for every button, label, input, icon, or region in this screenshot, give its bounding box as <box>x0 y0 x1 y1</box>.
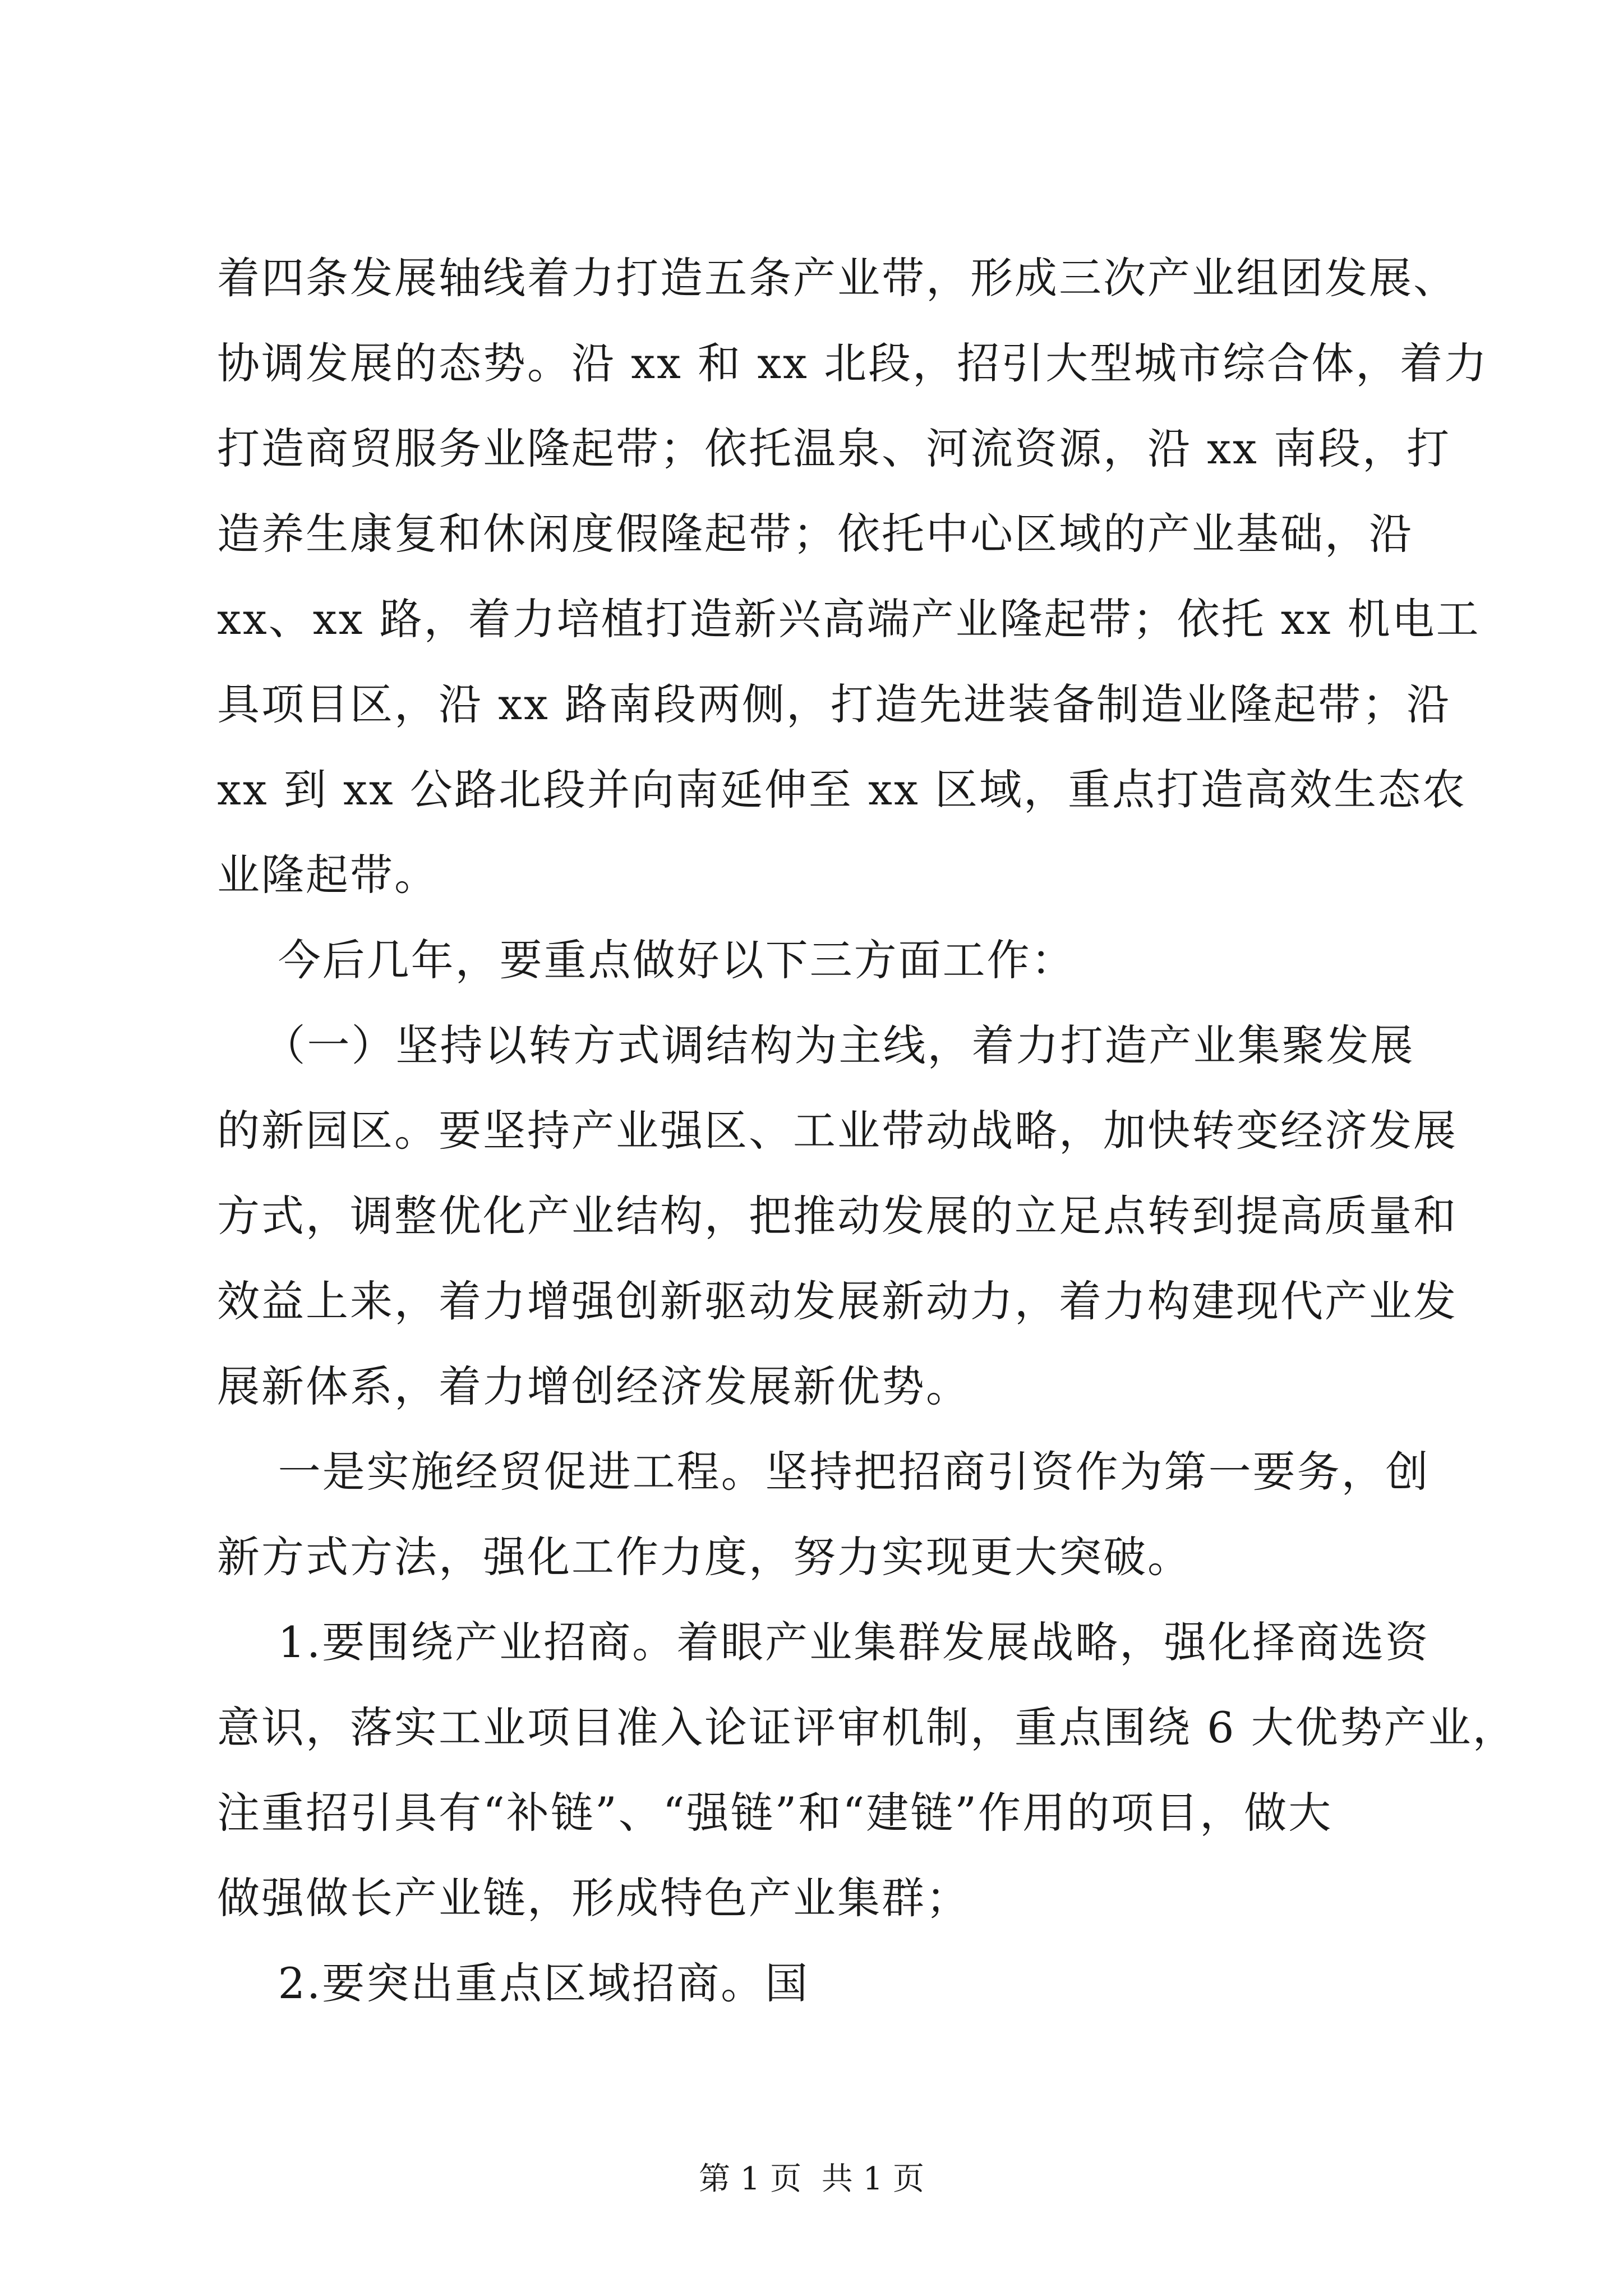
text-line: 今后几年，要重点做好以下三方面工作： <box>217 935 1076 985</box>
text-line: xx 到 xx 公路北段并向南延伸至 xx 区域，重点打造高效生态农 <box>217 765 1467 815</box>
text-line: xx、xx 路，着力培植打造新兴高端产业隆起带；依托 xx 机电工 <box>217 594 1481 644</box>
text-line: 做强做长产业链，形成特色产业集群； <box>217 1873 970 1923</box>
text-line: 的新园区。要坚持产业强区、工业带动战略，加快转变经济发展 <box>217 1106 1458 1156</box>
text-line: 效益上来，着力增强创新驱动发展新动力，着力构建现代产业发 <box>217 1276 1458 1326</box>
document-body <box>217 236 1517 2026</box>
text-line: 注重招引具有“补链”、“强链”和“建链”作用的项目，做大 <box>217 1788 1333 1838</box>
page-footer: 第 1 页 共 1 页 <box>698 2161 925 2197</box>
text-line: 造养生康复和休闲度假隆起带；依托中心区域的产业基础，沿 <box>217 509 1413 559</box>
text-line: 展新体系，着力增创经济发展新优势。 <box>217 1361 970 1411</box>
text-line: 协调发展的态势。沿 xx 和 xx 北段，招引大型城市综合体，着力 <box>217 338 1489 388</box>
text-line: 具项目区，沿 xx 路南段两侧，打造先进装备制造业隆起带；沿 <box>217 679 1451 729</box>
text-line: 打造商贸服务业隆起带；依托温泉、河流资源，沿 xx 南段，打 <box>217 424 1451 473</box>
text-line: 2.要突出重点区域招商。国 <box>217 1958 810 2008</box>
text-line: 着四条发展轴线着力打造五条产业带，形成三次产业组团发展、 <box>217 253 1458 303</box>
text-line: 业隆起带。 <box>217 850 439 900</box>
text-line: 方式，调整优化产业结构，把推动发展的立足点转到提高质量和 <box>217 1191 1458 1241</box>
text-line: 新方式方法，强化工作力度，努力实现更大突破。 <box>217 1532 1192 1582</box>
text-line: （一）坚持以转方式调结构为主线，着力打造产业集聚发展 <box>217 1020 1415 1070</box>
text-line: 意识，落实工业项目准入论证评审机制，重点围绕 6 大优势产业， <box>217 1703 1517 1752</box>
text-line: 一是实施经贸促进工程。坚持把招商引资作为第一要务，创 <box>217 1447 1430 1497</box>
text-line: 1.要围绕产业招商。着眼产业集群发展战略，强化择商选资 <box>217 1617 1430 1667</box>
